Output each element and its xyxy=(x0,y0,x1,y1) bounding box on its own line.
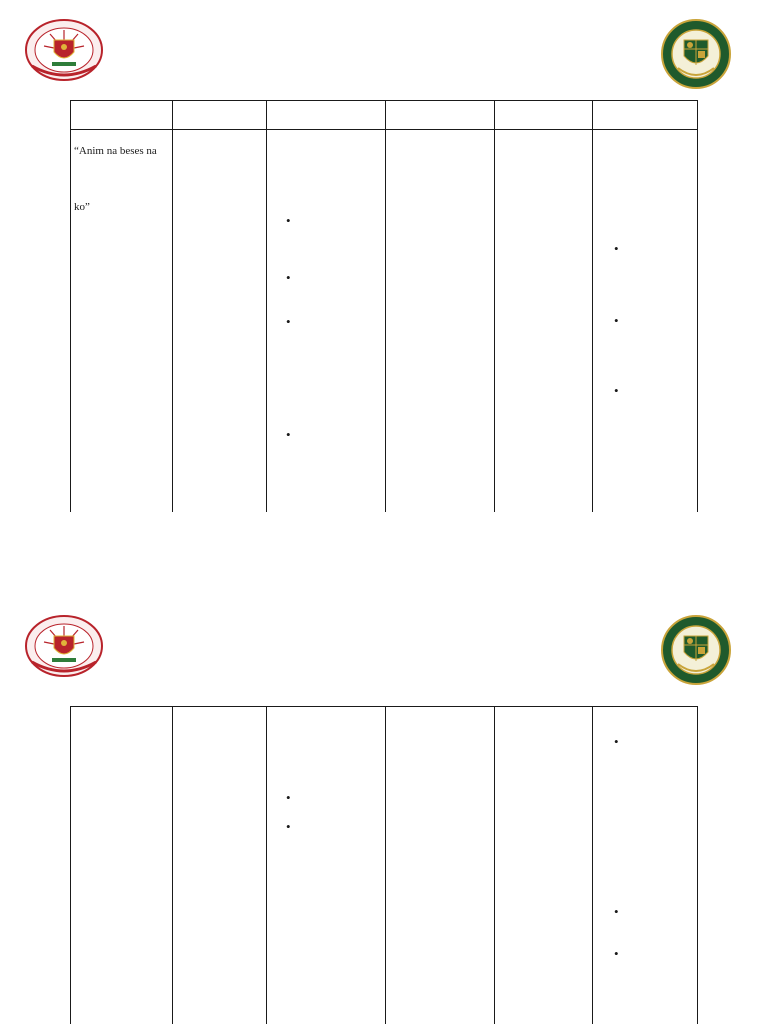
table-grid xyxy=(70,706,698,1024)
column-border xyxy=(385,706,386,1024)
university-seal-icon xyxy=(24,18,104,82)
column-border xyxy=(592,100,593,512)
table-header-divider xyxy=(70,129,698,130)
column-border xyxy=(172,706,173,1024)
list-bullet: • xyxy=(614,946,619,961)
list-bullet: • xyxy=(286,790,291,805)
column-border xyxy=(70,100,71,512)
table-top-border xyxy=(70,706,698,707)
list-bullet: • xyxy=(614,904,619,919)
list-bullet: • xyxy=(614,734,619,749)
college-seal-icon xyxy=(660,18,732,90)
list-bullet: • xyxy=(286,213,291,228)
column-border xyxy=(494,706,495,1024)
quote-text-line-2: ko” xyxy=(74,201,90,213)
column-border xyxy=(494,100,495,512)
column-border xyxy=(70,706,71,1024)
list-bullet: • xyxy=(286,427,291,442)
column-border xyxy=(172,100,173,512)
quote-text-line-1: “Anim na beses na xyxy=(74,145,157,157)
column-border xyxy=(266,100,267,512)
list-bullet: • xyxy=(614,383,619,398)
list-bullet: • xyxy=(614,313,619,328)
table-grid xyxy=(70,100,698,512)
column-border xyxy=(385,100,386,512)
document-page-2 xyxy=(0,604,768,1024)
university-seal-icon xyxy=(24,614,104,678)
column-border xyxy=(592,706,593,1024)
table-top-border xyxy=(70,100,698,101)
page-gap xyxy=(0,512,768,604)
college-seal-icon xyxy=(660,614,732,686)
column-border xyxy=(266,706,267,1024)
list-bullet: • xyxy=(614,241,619,256)
list-bullet: • xyxy=(286,314,291,329)
list-bullet: • xyxy=(286,819,291,834)
column-border xyxy=(697,706,698,1024)
column-border xyxy=(697,100,698,512)
list-bullet: • xyxy=(286,270,291,285)
